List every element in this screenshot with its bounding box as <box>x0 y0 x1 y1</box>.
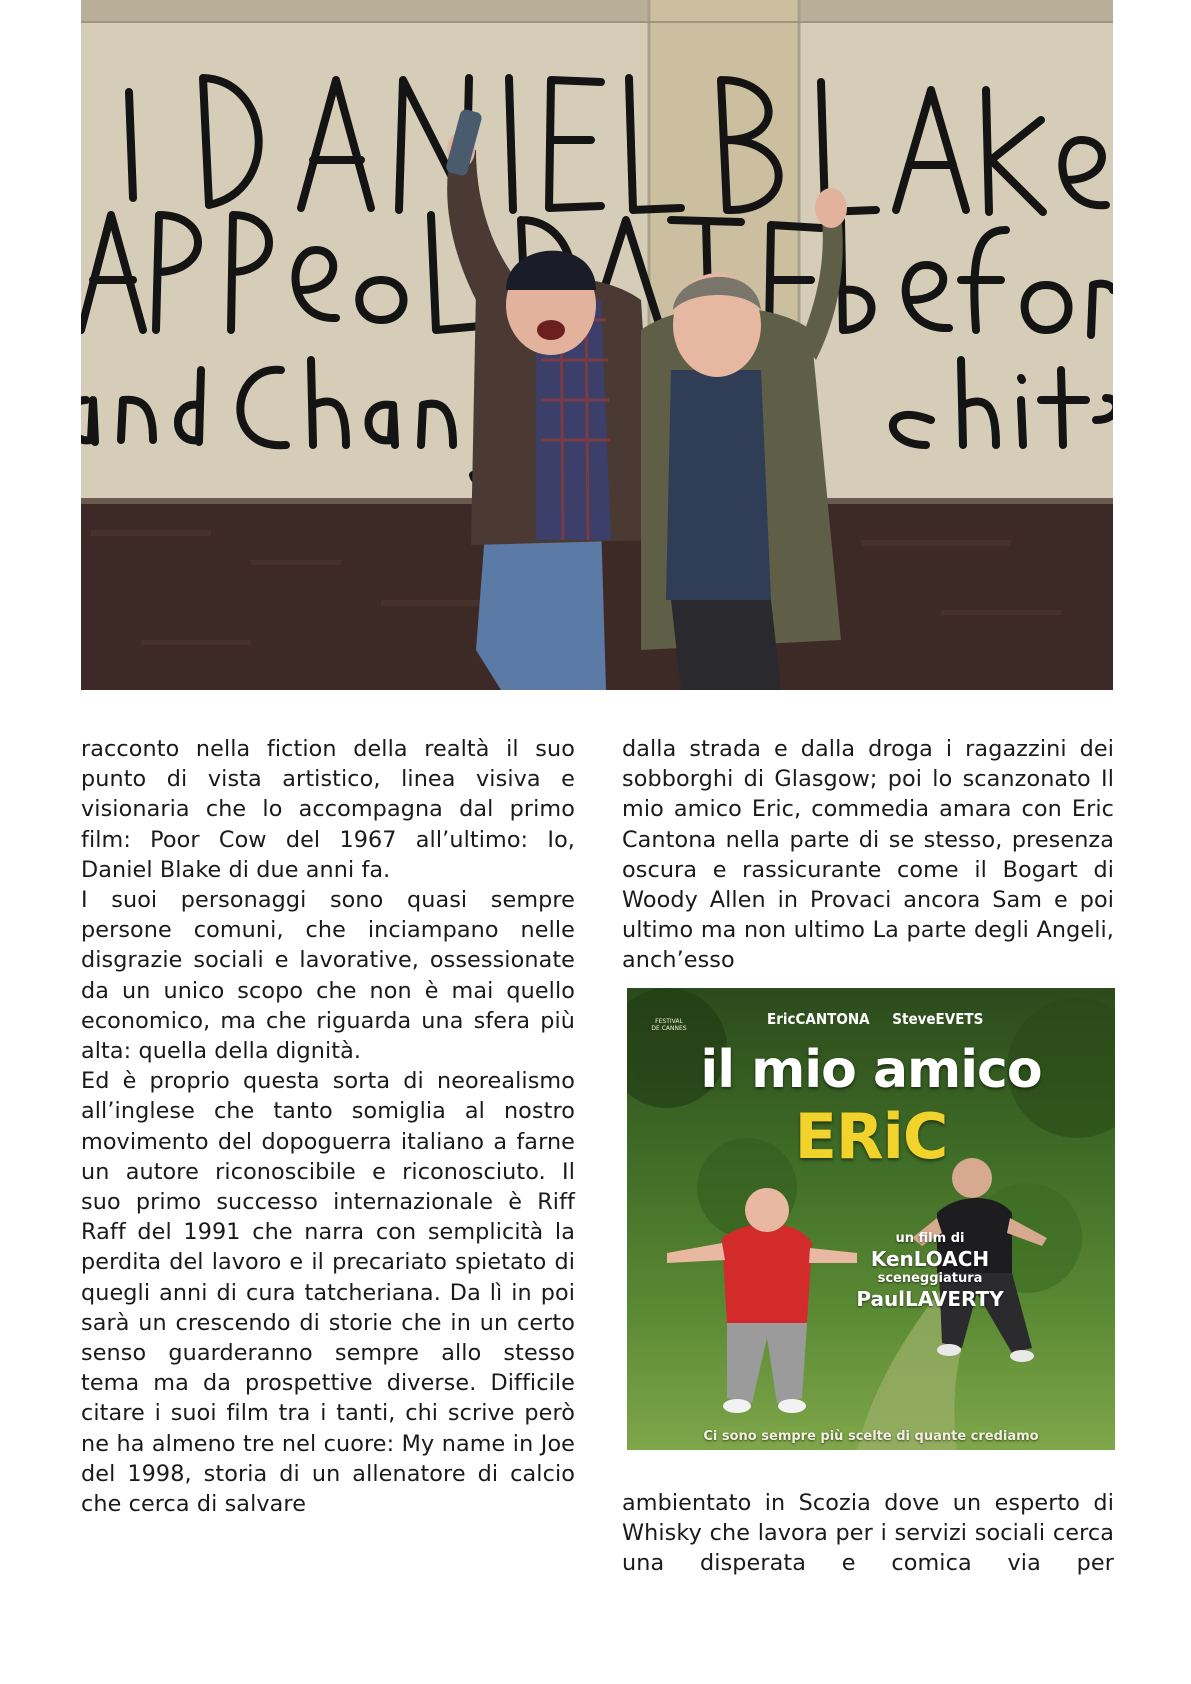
poster-screenplay-by: sceneggiatura <box>877 1271 983 1286</box>
poster-film-by: un film di <box>895 1231 965 1246</box>
poster-credits <box>855 1231 1005 1311</box>
poster-actors <box>767 1010 1001 1028</box>
poster-writer: PaulLAVERTY <box>856 1287 1004 1311</box>
text-column-right-bottom <box>622 1488 1114 1579</box>
poster-actor-1: EricCANTONA <box>767 1010 870 1028</box>
poster-title-line-1: il mio amico <box>700 1040 1042 1100</box>
poster-actor-2: SteveEVETS <box>892 1010 984 1028</box>
paragraph: racconto nella fiction della realtà il suo punto di vista artistico, linea visiva e visionaria che lo accompagna dal primo film: Poor Cow del 1967 all’ultimo: Io, Daniel Blake di due anni fa. <box>81 736 575 883</box>
poster-tagline: Ci sono sempre più scelte di quante crediamo <box>703 1429 1039 1444</box>
paragraph: dalla strada e dalla droga i ragazzini dei sobborghi di Glasgow; poi lo scanzonato Il mio amico Eric, commedia amara con Eric Cantona nella parte di se stesso, presenza oscura e rassicurante come il Bogart di Woody Allen in Provaci ancora Sam e poi ultimo ma non ultimo La parte degli Angeli, anch’esso <box>622 736 1114 974</box>
paragraph: ambientato in Scozia dove un esperto di Whisky che lavora per i servizi sociali cerca una disperata e comica via per <box>622 1490 1114 1577</box>
paragraph: Ed è proprio questa sorta di neorealismo all’inglese che tanto somiglia al nostro movimento del dopoguerra italiano a farne un autore riconoscibile e riconosciuto. Il suo primo successo internazionale è Riff Raff del 1991 che narra con semplicità la perdita del lavoro e il precariato spietato di quegli anni di cura tatcheriana. Da lì in poi sarà un crescendo di storie che in un certo senso guarderanno sempre allo stesso tema ma da prospettive diverse. Difficile citare i suoi film tra i tanti, chi scrive però ne ha almeno tre nel cuore: My name in Joe del 1998, storia di un allenatore di calcio che cerca di salvare <box>81 1068 575 1518</box>
poster-director: KenLOACH <box>870 1247 990 1271</box>
text-column-right-top <box>622 734 1114 976</box>
film-still-photo <box>81 0 1113 690</box>
poster-title-line-2: ERiC <box>794 1100 948 1173</box>
festival-logo: FESTIVAL DE CANNES <box>651 1018 687 1032</box>
paragraph: I suoi personaggi sono quasi sempre persone comuni, che inciampano nelle disgrazie sociali e lavorative, ossessionate da un unico scopo che non è mai quello economico, ma che riguarda una sfera più alta: quella della dignità. <box>81 887 575 1065</box>
poster-jumper-left <box>667 1188 857 1413</box>
text-column-left <box>81 734 575 1519</box>
movie-poster <box>627 988 1115 1450</box>
film-still-illustration <box>81 0 1113 690</box>
